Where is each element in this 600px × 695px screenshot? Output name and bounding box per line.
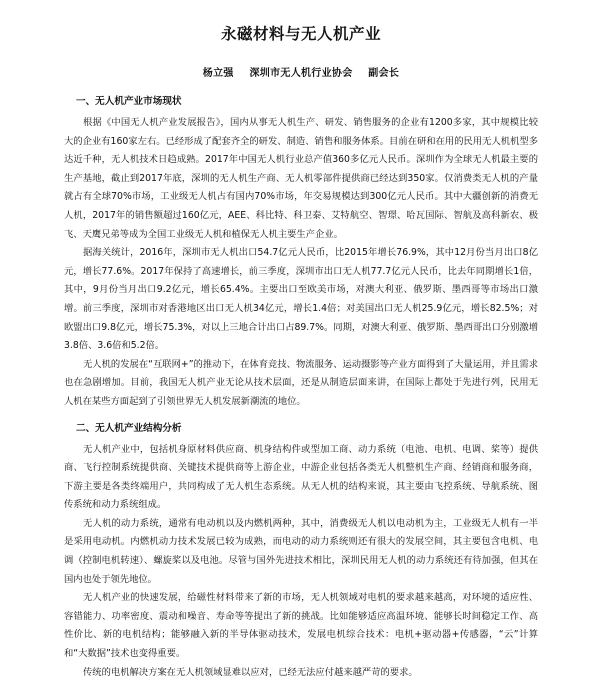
author-name: 杨立强 <box>202 68 234 79</box>
paragraph: 无人机的动力系统，通常有电动机以及内燃机两种，其中，消费级无人机以电动机为主，工业级无人机有一半是采用电动机。内燃机动力技术发展已较为成熟，而电动的动力系统则还有很大的发展空间，其主要包含电机、电调（控制电机转速）、螺旋桨以及电池。尽管与国外先进技术相比，深圳民用无人机的动力系统还有待加强，但其在国内也处于领先地位。 <box>64 517 538 585</box>
author-role: 副会长 <box>368 68 400 79</box>
document-title: 永磁材料与无人机产业 <box>220 25 381 43</box>
author-affiliation: 深圳市无人机行业协会 <box>249 68 353 79</box>
author-byline <box>64 64 538 79</box>
paragraph: 根据《中国无人机产业发展报告》，国内从事无人机生产、研发、销售服务的企业有1200多家，其中规模比较大的企业有160家左右。已经形成了配套齐全的研发、制造、销售和服务体系。目前在研和在用的民用无人机机型多达近千种，无人机技术日趋成熟。2017年中国无人机行业总产值360多亿元人民币。深圳作为全球无人机最主要的生产基地，截止到2017年底，深圳的无人机生产商、无人机零部件提供商已经达到350家。仅消费类无人机的产量就占有全球70%市场，工业级无人机占有国内70%市场，年交易规模达到300亿元人民币。其中大疆创新的消费无人机，2017年的销售额超过160亿元，AEE、科比特、科卫泰、艾特航空、智璟、哈瓦国际、智航及高科新农、极飞、天鹰兄弟等成为全国工业级无人机和植保无人机主要生产企业。 <box>64 117 538 240</box>
paragraph: 传统的电机解决方案在无人机领域显难以应对，已经无法应付越来越严苛的要求。 <box>83 666 418 678</box>
paragraph: 无人机的发展在“互联网+”的推动下，在体育竞技、物流服务、运动摄影等产业方面得到了大量运用，并且需求也在急剧增加。目前，我国无人机产业无论从技术层面，还是从制造层面来讲，在国际上都处于先进行列，民用无人机在某些方面起到了引领世界无人机发展新潮流的地位。 <box>64 358 538 407</box>
paragraph: 据海关统计，2016年，深圳市无人机出口54.7亿元人民币，比2015年增长76.9%，其中12月份当月出口8亿元，增长77.6%。2017年保持了高速增长，前三季度，深圳市出口无人机77.7亿元人民币，比去年同期增长1倍，其中，9月份当月出口9.2亿元，增长65.4%。主要出口至欧美市场，对澳大利亚、俄罗斯、墨西哥等市场出口激增。前三季度，深圳市对香港地区出口无人机34亿元，增长1.4倍；对美国出口无人机25.9亿元，增长82.5%；对欧盟出口9.8亿元，增长75.3%，对以上三地合计出口占89.7%。同期，对澳大利亚、俄罗斯、墨西哥出口分别激增3.8倍、3.6倍和5.2倍。 <box>64 247 538 352</box>
paragraph: 无人机产业中，包括机身原材料供应商、机身结构件或型加工商、动力系统（电池、电机、电调、桨等）提供商、飞行控制系统提供商、关键技术提供商等上游企业，中游企业包括各类无人机整机生产商、经销商和服务商，下游主要是各类终端用户，共同构成了无人机生态系统。从无人机的结构来说，其主要由飞控系统、导航系统、图传系统和动力系统组成。 <box>64 443 538 511</box>
section-heading: 二、无人机产业结构分析 <box>76 422 182 434</box>
section-heading: 一、无人机产业市场现状 <box>76 96 182 107</box>
paragraph: 无人机产业的快速发展，给磁性材料带来了新的市场，无人机领域对电机的要求越来越高，对环境的适应性、容错能力、功率密度、震动和噪音、寿命等等提出了新的挑战。比如能够适应高温环境、能够长时间稳定工作、高性价比、新的电机结构；能够融入新的半导体驱动技术，发展电机综合技术：电机+驱动器+传感器，“云”计算和“大数据”技术也变得重要。 <box>64 592 538 660</box>
